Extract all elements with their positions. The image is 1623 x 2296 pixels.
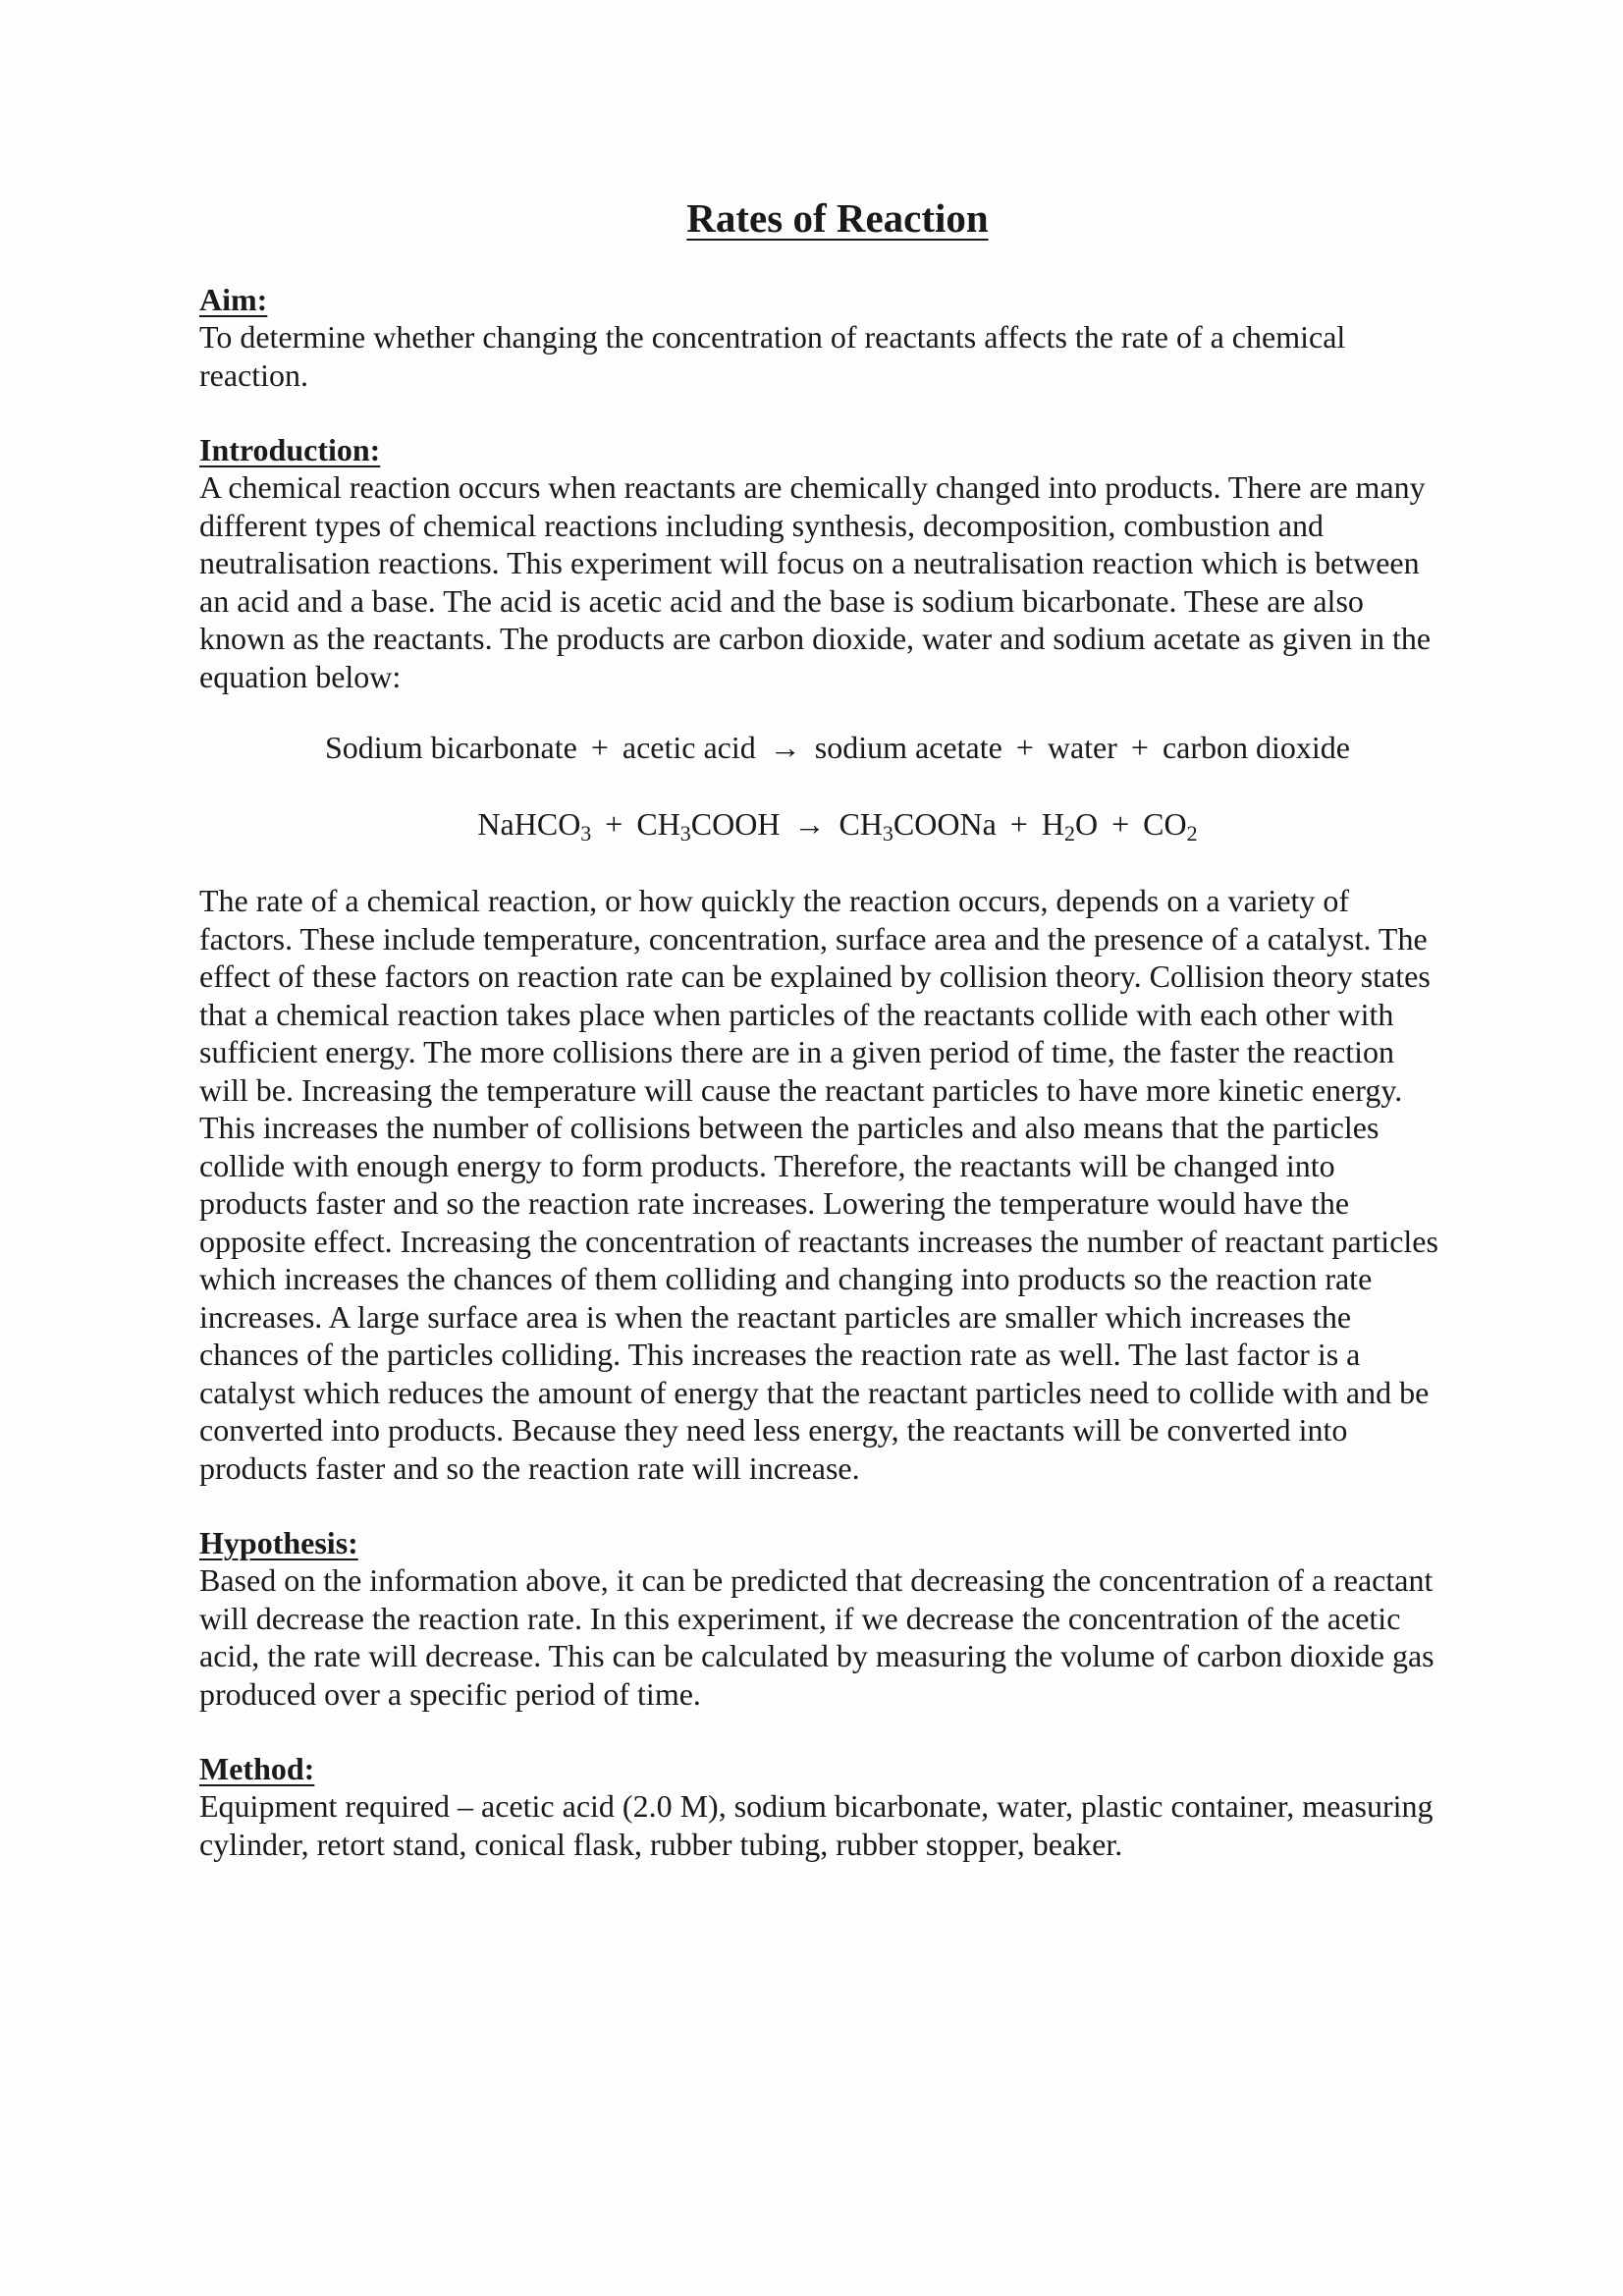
introduction-paragraph-1: A chemical reaction occurs when reactants are chemically changed into products. There are many different types of chemical reactions including synthesis, decomposition, combustion and neutralisation reactions. This experiment will focus on a neutralisation reaction which is between an acid and a base. The acid is acetic acid and the base is sodium bicarbonate. These are also known as the reactants. The products are carbon dioxide, water and sodium acetate as given in the equation below: (199, 469, 1432, 694)
chem-eq-ch3coona (839, 806, 997, 846)
aim-heading: Aim: (199, 282, 268, 317)
chem-eq-plus-3: + (1111, 806, 1130, 842)
aim-text: To determine whether changing the concentration of reactants affects the rate of a chemical reaction. (199, 319, 1346, 393)
chem-eq-h2o (1041, 806, 1099, 846)
word-eq-reactant-1: Sodium bicarbonate (325, 730, 577, 765)
chem-eq-plus-2: + (1009, 806, 1028, 842)
chemical-equation (199, 805, 1446, 846)
document-content (199, 194, 1446, 1900)
word-eq-plus-3: + (1130, 730, 1149, 765)
word-eq-plus-1: + (590, 730, 609, 765)
chem-eq-ch3cooh (636, 806, 781, 846)
chem-eq-arrow: → (793, 806, 826, 842)
chem-eq-plus-1: + (605, 806, 623, 842)
introduction-heading: Introduction: (199, 432, 381, 467)
introduction-paragraph-2: The rate of a chemical reaction, or how quickly the reaction occurs, depends on a variety of factors. These include temperature, concentration, surface area and the presence of a catalyst. The effect of these factors on reaction rate can be explained by collision theory. Collision theory states that a chemical reaction takes place when particles of the reactants collide with each other with sufficient energy. The more collisions there are in a given period of time, the faster the reaction will be. Increasing the temperature will cause the reactant particles to have more kinetic energy. This increases the number of collisions between the particles and also means that the particles collide with enough energy to form products. Therefore, the reactants will be changed into products faster and so the reaction rate increases. Lowering the temperature would have the opposite effect. Increasing the concentration of reactants increases the number of reactant particles which increases the chances of them colliding and changing into products so the reaction rate increases. A large surface area is when the reactant particles are smaller which increases the chances of the particles colliding. This increases the reaction rate as well. The last factor is a catalyst which reduces the amount of energy that the reactant particles need to collide with and be converted into products. Because they need less energy, the reactants will be converted into products faster and so the reaction rate will increase. (199, 883, 1438, 1486)
chem-eq-co2-sub: 2 (1186, 821, 1198, 846)
hypothesis-heading: Hypothesis: (199, 1525, 358, 1560)
word-eq-product-2: water (1047, 730, 1117, 765)
chem-eq-ch3coona-a: CH (839, 806, 883, 842)
word-eq-product-3: carbon dioxide (1162, 730, 1350, 765)
chem-eq-ch3coona-sub: 3 (882, 821, 893, 846)
hypothesis-text: Based on the information above, it can be predicted that decreasing the concentration of a reactant will decrease the reaction rate. In this experiment, if we decrease the concentration of the acetic acid, the rate will decrease. This can be calculated by measuring the volume of carbon dioxide gas produced over a specific period of time. (199, 1562, 1434, 1712)
word-equation (199, 729, 1446, 766)
word-eq-arrow: → (769, 730, 801, 765)
word-eq-plus-2: + (1015, 730, 1034, 765)
aim-section (199, 281, 1446, 394)
chem-eq-ch3cooh-sub: 3 (679, 821, 691, 846)
word-eq-product-1: sodium acetate (814, 730, 1002, 765)
introduction-section (199, 431, 1446, 1487)
chem-eq-ch3coona-b: COONa (893, 806, 997, 842)
chem-eq-nahco3-base: NaHCO (477, 806, 581, 842)
chem-eq-ch3cooh-b: COOH (690, 806, 781, 842)
chem-eq-nahco3-sub: 3 (580, 821, 592, 846)
chem-eq-nahco3 (477, 806, 592, 846)
chem-eq-co2-a: CO (1143, 806, 1187, 842)
chem-eq-co2 (1143, 806, 1198, 846)
chem-eq-h2o-b: O (1074, 806, 1099, 842)
method-heading: Method: (199, 1751, 315, 1786)
chem-eq-h2o-sub: 2 (1063, 821, 1075, 846)
chem-eq-ch3cooh-a: CH (636, 806, 680, 842)
word-eq-reactant-2: acetic acid (622, 730, 756, 765)
chem-eq-h2o-a: H (1041, 806, 1064, 842)
method-section (199, 1750, 1446, 1863)
document-title: Rates of Reaction (686, 195, 989, 241)
method-text: Equipment required – acetic acid (2.0 M), sodium bicarbonate, water, plastic container, measuring cylinder, retort stand, conical flask, rubber tubing, rubber stopper, beaker. (199, 1788, 1434, 1862)
hypothesis-section (199, 1524, 1446, 1713)
